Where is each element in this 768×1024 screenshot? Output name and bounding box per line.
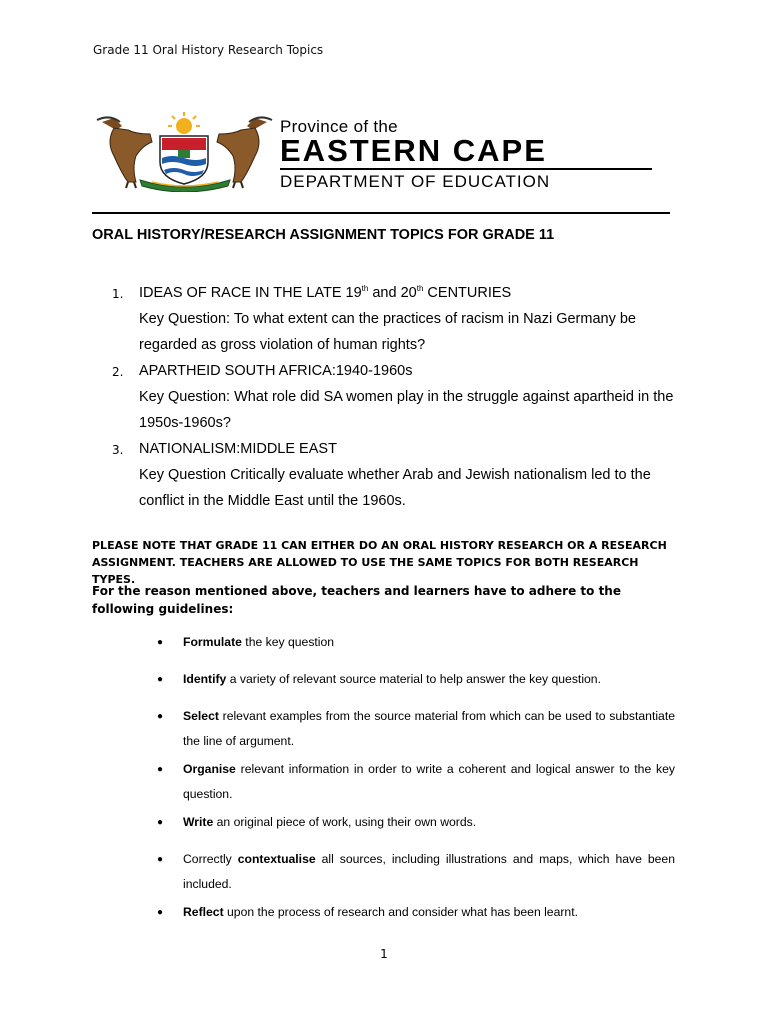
topic-heading: IDEAS OF RACE IN THE LATE 19th and 20th CENTURIES bbox=[139, 284, 512, 301]
logo-department-name: DEPARTMENT OF EDUCATION bbox=[280, 172, 551, 191]
bullet-icon: ● bbox=[157, 711, 164, 722]
bullet-icon: ● bbox=[157, 817, 164, 828]
guidelines-intro: For the reason mentioned above, teachers and learners have to adhere to the following guidelines: bbox=[92, 584, 621, 616]
topic-body bbox=[139, 358, 682, 436]
topic-body bbox=[139, 280, 682, 358]
logo-rule bbox=[280, 168, 652, 170]
document-title: ORAL HISTORY/RESEARCH ASSIGNMENT TOPICS FOR GRADE 11 bbox=[92, 227, 555, 243]
logo-province-name: EASTERN CAPE bbox=[280, 133, 547, 168]
coat-of-arms-icon bbox=[92, 112, 277, 192]
page-header: Grade 11 Oral History Research Topics bbox=[93, 43, 324, 57]
guideline-text: Select relevant examples from the source material from which can be used to substantiate the line of argument. bbox=[183, 709, 675, 748]
department-logo bbox=[92, 112, 672, 192]
topic-body bbox=[139, 436, 682, 514]
guideline-text: Reflect upon the process of research and consider what has been learnt. bbox=[183, 905, 578, 919]
guideline-item bbox=[155, 630, 675, 655]
topic-key-question: Key Question Critically evaluate whether Arab and Jewish nationalism led to the conflict in the Middle East until the 1960s. bbox=[139, 467, 651, 509]
topic-heading: APARTHEID SOUTH AFRICA:1940-1960s bbox=[139, 363, 413, 379]
guideline-item bbox=[155, 667, 675, 692]
guideline-text: Write an original piece of work, using their own words. bbox=[183, 815, 477, 829]
topic-number: 3. bbox=[112, 443, 124, 457]
guideline-item bbox=[155, 757, 675, 807]
guideline-item bbox=[155, 704, 675, 754]
guideline-item bbox=[155, 900, 675, 925]
logo-province-label: Province of the bbox=[280, 117, 398, 136]
guideline-text: Correctly contextualise all sources, including illustrations and maps, which have been included. bbox=[183, 852, 675, 891]
header-divider bbox=[92, 212, 670, 214]
guideline-item bbox=[155, 810, 675, 835]
logo-wordmark bbox=[280, 118, 652, 192]
topic-number: 2. bbox=[112, 365, 124, 379]
topic-number: 1. bbox=[112, 287, 124, 301]
bullet-icon: ● bbox=[157, 854, 164, 865]
topic-item bbox=[112, 280, 682, 358]
guideline-text: Organise relevant information in order to write a coherent and logical answer to the key question. bbox=[183, 762, 675, 801]
guideline-text: Formulate the key question bbox=[183, 635, 335, 649]
guideline-text: Identify a variety of relevant source material to help answer the key question. bbox=[183, 672, 601, 686]
bullet-icon: ● bbox=[157, 674, 164, 685]
topic-item bbox=[112, 358, 682, 436]
bullet-icon: ● bbox=[157, 907, 164, 918]
topic-list bbox=[112, 280, 682, 514]
guideline-item bbox=[155, 847, 675, 897]
topic-item bbox=[112, 436, 682, 514]
bullet-icon: ● bbox=[157, 637, 164, 648]
bullet-icon: ● bbox=[157, 764, 164, 775]
page-number: 1 bbox=[380, 947, 388, 961]
topic-key-question: Key Question: To what extent can the practices of racism in Nazi Germany be regarded as gross violation of human rights? bbox=[139, 311, 636, 353]
topic-key-question: Key Question: What role did SA women play in the struggle against apartheid in the 1950s-1960s? bbox=[139, 389, 674, 431]
topic-heading: NATIONALISM:MIDDLE EAST bbox=[139, 441, 337, 457]
research-note: PLEASE NOTE THAT GRADE 11 CAN EITHER DO AN ORAL HISTORY RESEARCH OR A RESEARCH ASSIGNMENT. TEACHERS ARE ALLOWED TO USE THE SAME TOPICS FOR BOTH RESEARCH TYPES. bbox=[92, 539, 667, 586]
